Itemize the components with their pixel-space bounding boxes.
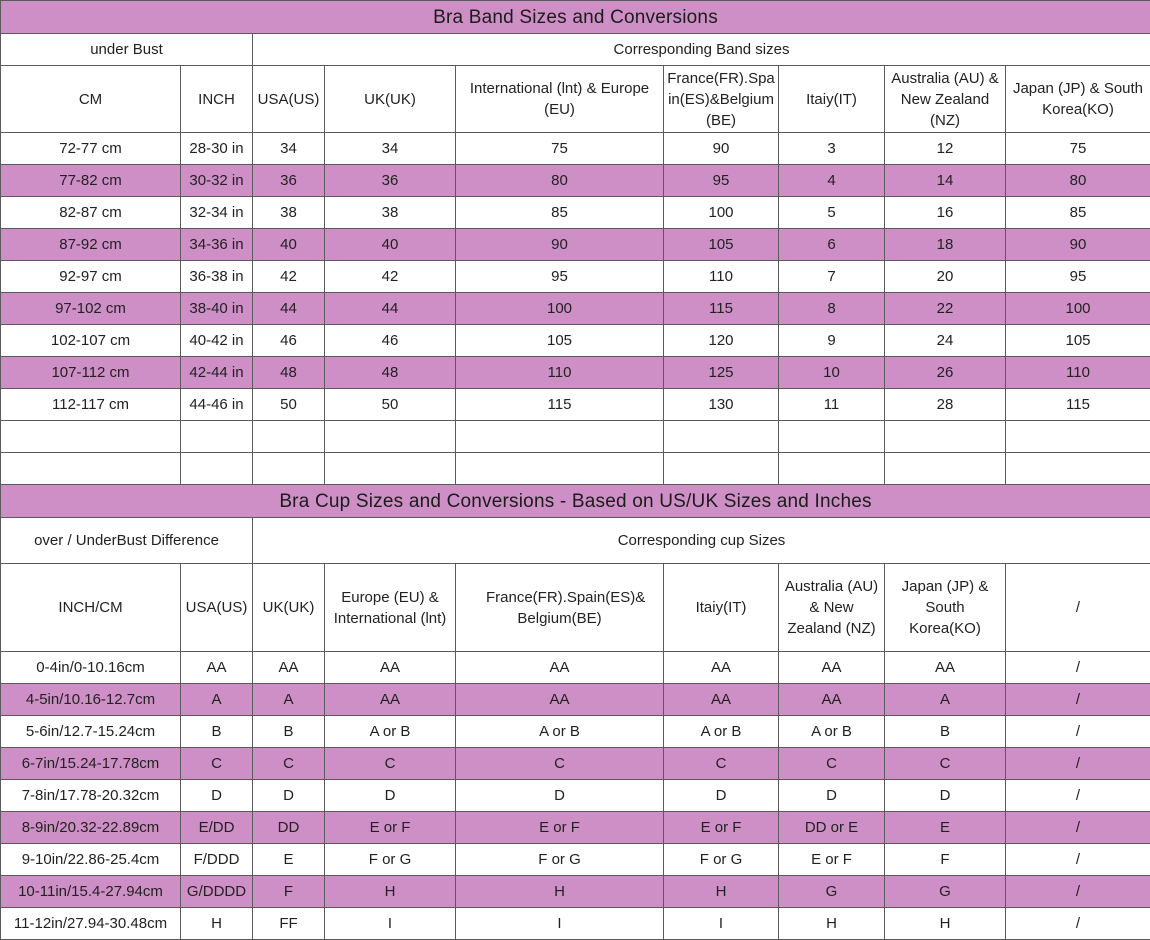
- cup-row-cell: A: [181, 684, 253, 716]
- cup-row-cell: E/DD: [181, 812, 253, 844]
- band-row-cell: 7: [779, 261, 885, 293]
- cup-row-cell: I: [456, 908, 664, 940]
- band-group-under-bust: under Bust: [1, 34, 253, 66]
- band-row-cell: 34-36 in: [181, 229, 253, 261]
- cup-row-cell: A: [253, 684, 325, 716]
- band-row-cell: 85: [1006, 197, 1150, 229]
- band-row: [1, 165, 1150, 197]
- cup-row-cell: D: [885, 780, 1006, 812]
- cup-row-cell: /: [1006, 684, 1150, 716]
- cup-row-cell: A or B: [456, 716, 664, 748]
- cup-row-cell: 4-5in/10.16-12.7cm: [1, 684, 181, 716]
- cup-row-cell: G/DDDD: [181, 876, 253, 908]
- cup-row-cell: AA: [181, 652, 253, 684]
- cup-row-cell: D: [253, 780, 325, 812]
- band-row-cell: 6: [779, 229, 885, 261]
- cup-row-cell: C: [664, 748, 779, 780]
- band-row-cell: 105: [664, 229, 779, 261]
- band-header-cell: Japan (JP) & South Korea(KO): [1006, 66, 1150, 133]
- cup-row-cell: E or F: [325, 812, 456, 844]
- band-row-cell: 102-107 cm: [1, 325, 181, 357]
- cup-row-cell: AA: [779, 684, 885, 716]
- band-row-cell: 110: [1006, 357, 1150, 389]
- cup-header-cell: Australia (AU) & New Zealand (NZ): [779, 564, 885, 652]
- cup-row-cell: A or B: [664, 716, 779, 748]
- band-row-cell: 20: [885, 261, 1006, 293]
- band-row-cell: 105: [456, 325, 664, 357]
- band-row-cell: 95: [1006, 261, 1150, 293]
- cup-row-cell: F or G: [664, 844, 779, 876]
- cup-group-difference: over / UnderBust Difference: [1, 518, 253, 564]
- band-row-cell: 36-38 in: [181, 261, 253, 293]
- cup-row-cell: H: [885, 908, 1006, 940]
- band-row-cell: 105: [1006, 325, 1150, 357]
- band-row-cell: 8: [779, 293, 885, 325]
- cup-row-cell: /: [1006, 844, 1150, 876]
- cup-row-cell: F or G: [325, 844, 456, 876]
- cup-size-table: [0, 484, 1150, 940]
- cup-row-cell: /: [1006, 876, 1150, 908]
- cup-row: [1, 716, 1150, 748]
- band-row-cell: 5: [779, 197, 885, 229]
- band-row-cell: 42-44 in: [181, 357, 253, 389]
- band-header-cell: Itaiy(IT): [779, 66, 885, 133]
- band-row-cell: 38: [253, 197, 325, 229]
- cup-row-cell: A: [885, 684, 1006, 716]
- band-row-cell: 30-32 in: [181, 165, 253, 197]
- cup-row-cell: AA: [325, 652, 456, 684]
- cup-row-cell: I: [664, 908, 779, 940]
- cup-row: [1, 812, 1150, 844]
- cup-row-cell: B: [181, 716, 253, 748]
- band-row-cell: 46: [253, 325, 325, 357]
- band-row-cell: 44: [253, 293, 325, 325]
- band-row-cell: 9: [779, 325, 885, 357]
- band-row-cell: 36: [325, 165, 456, 197]
- band-row-cell: 22: [885, 293, 1006, 325]
- cup-row-cell: D: [664, 780, 779, 812]
- band-row-cell: 38: [325, 197, 456, 229]
- band-row-cell: 3: [779, 133, 885, 165]
- band-row-cell: 40: [325, 229, 456, 261]
- band-row-cell: 100: [1006, 293, 1150, 325]
- band-row: [1, 133, 1150, 165]
- cup-row-cell: A or B: [325, 716, 456, 748]
- cup-header-cell: Europe (EU) & International (lnt): [325, 564, 456, 652]
- band-group-corresponding: Corresponding Band sizes: [253, 34, 1150, 66]
- cup-row-cell: AA: [885, 652, 1006, 684]
- empty-row: [1, 453, 1150, 485]
- band-row: [1, 389, 1150, 421]
- cup-row-cell: 5-6in/12.7-15.24cm: [1, 716, 181, 748]
- cup-row-cell: D: [779, 780, 885, 812]
- band-row: [1, 357, 1150, 389]
- cup-row-cell: AA: [456, 684, 664, 716]
- band-row-cell: 110: [456, 357, 664, 389]
- band-row-cell: 40-42 in: [181, 325, 253, 357]
- band-row-cell: 75: [456, 133, 664, 165]
- band-row: [1, 229, 1150, 261]
- band-row-cell: 38-40 in: [181, 293, 253, 325]
- band-row: [1, 325, 1150, 357]
- band-row-cell: 80: [456, 165, 664, 197]
- cup-header-cell: Japan (JP) & South Korea(KO): [885, 564, 1006, 652]
- band-header-cell: International (lnt) & Europe (EU): [456, 66, 664, 133]
- band-row-cell: 125: [664, 357, 779, 389]
- cup-row-cell: F or G: [456, 844, 664, 876]
- band-row-cell: 77-82 cm: [1, 165, 181, 197]
- cup-row-cell: A or B: [779, 716, 885, 748]
- band-row-cell: 36: [253, 165, 325, 197]
- band-row-cell: 100: [664, 197, 779, 229]
- cup-row-cell: AA: [779, 652, 885, 684]
- cup-row-cell: E or F: [664, 812, 779, 844]
- band-row-cell: 44: [325, 293, 456, 325]
- cup-row-cell: /: [1006, 780, 1150, 812]
- cup-row-cell: 11-12in/27.94-30.48cm: [1, 908, 181, 940]
- cup-row: [1, 844, 1150, 876]
- cup-row-cell: H: [779, 908, 885, 940]
- band-row-cell: 12: [885, 133, 1006, 165]
- cup-row-cell: 9-10in/22.86-25.4cm: [1, 844, 181, 876]
- cup-row-cell: 0-4in/0-10.16cm: [1, 652, 181, 684]
- cup-row-cell: D: [181, 780, 253, 812]
- band-row-cell: 87-92 cm: [1, 229, 181, 261]
- cup-row-cell: C: [325, 748, 456, 780]
- band-row-cell: 95: [456, 261, 664, 293]
- band-row-cell: 10: [779, 357, 885, 389]
- band-row-cell: 97-102 cm: [1, 293, 181, 325]
- cup-row-cell: F: [253, 876, 325, 908]
- cup-row-cell: B: [253, 716, 325, 748]
- band-header-cell: Australia (AU) & New Zealand (NZ): [885, 66, 1006, 133]
- band-table-title: Bra Band Sizes and Conversions: [1, 1, 1150, 34]
- cup-row-cell: 6-7in/15.24-17.78cm: [1, 748, 181, 780]
- cup-row-cell: E: [885, 812, 1006, 844]
- cup-header-cell: Itaiy(IT): [664, 564, 779, 652]
- band-row-cell: 85: [456, 197, 664, 229]
- cup-row-cell: 8-9in/20.32-22.89cm: [1, 812, 181, 844]
- cup-row-cell: FF: [253, 908, 325, 940]
- cup-header-cell: UK(UK): [253, 564, 325, 652]
- band-row-cell: 48: [253, 357, 325, 389]
- cup-row-cell: /: [1006, 716, 1150, 748]
- cup-row-cell: AA: [664, 684, 779, 716]
- band-row-cell: 50: [253, 389, 325, 421]
- band-row-cell: 90: [1006, 229, 1150, 261]
- band-row-cell: 50: [325, 389, 456, 421]
- band-header-cell: UK(UK): [325, 66, 456, 133]
- band-row-cell: 90: [456, 229, 664, 261]
- cup-row-cell: I: [325, 908, 456, 940]
- band-row-cell: 95: [664, 165, 779, 197]
- cup-header-cell: INCH/CM: [1, 564, 181, 652]
- band-row-cell: 115: [664, 293, 779, 325]
- cup-row: [1, 748, 1150, 780]
- band-row-cell: 24: [885, 325, 1006, 357]
- band-row-cell: 80: [1006, 165, 1150, 197]
- cup-row-cell: D: [325, 780, 456, 812]
- band-row-cell: 110: [664, 261, 779, 293]
- cup-row-cell: D: [456, 780, 664, 812]
- band-header-cell: INCH: [181, 66, 253, 133]
- cup-row-cell: /: [1006, 652, 1150, 684]
- band-row: [1, 261, 1150, 293]
- cup-row-cell: B: [885, 716, 1006, 748]
- band-header-cell: CM: [1, 66, 181, 133]
- cup-row-cell: G: [885, 876, 1006, 908]
- band-row: [1, 197, 1150, 229]
- band-row-cell: 72-77 cm: [1, 133, 181, 165]
- cup-row: [1, 652, 1150, 684]
- band-row-cell: 44-46 in: [181, 389, 253, 421]
- band-row-cell: 28-30 in: [181, 133, 253, 165]
- cup-row-cell: /: [1006, 812, 1150, 844]
- cup-row-cell: C: [456, 748, 664, 780]
- band-row-cell: 107-112 cm: [1, 357, 181, 389]
- cup-row-cell: C: [253, 748, 325, 780]
- band-row-cell: 32-34 in: [181, 197, 253, 229]
- band-row-cell: 82-87 cm: [1, 197, 181, 229]
- band-row-cell: 48: [325, 357, 456, 389]
- cup-row-cell: H: [181, 908, 253, 940]
- band-header-cell: France(FR).Spain(ES)&Belgium(BE): [664, 66, 779, 133]
- band-row-cell: 130: [664, 389, 779, 421]
- band-header-cell: USA(US): [253, 66, 325, 133]
- cup-group-corresponding: Corresponding cup Sizes: [253, 518, 1150, 564]
- cup-row-cell: C: [779, 748, 885, 780]
- band-row-cell: 26: [885, 357, 1006, 389]
- band-row-cell: 42: [253, 261, 325, 293]
- cup-row-cell: AA: [253, 652, 325, 684]
- cup-table-title: Bra Cup Sizes and Conversions - Based on US/UK Sizes and Inches: [1, 485, 1150, 518]
- band-row-cell: 75: [1006, 133, 1150, 165]
- band-row-cell: 28: [885, 389, 1006, 421]
- band-row-cell: 18: [885, 229, 1006, 261]
- cup-row: [1, 876, 1150, 908]
- cup-row-cell: F: [885, 844, 1006, 876]
- cup-row-cell: F/DDD: [181, 844, 253, 876]
- cup-row-cell: 10-11in/15.4-27.94cm: [1, 876, 181, 908]
- band-row: [1, 293, 1150, 325]
- cup-row-cell: H: [456, 876, 664, 908]
- cup-row-cell: E or F: [456, 812, 664, 844]
- band-row-cell: 90: [664, 133, 779, 165]
- cup-row-cell: AA: [456, 652, 664, 684]
- cup-header-cell: /: [1006, 564, 1150, 652]
- band-row-cell: 115: [1006, 389, 1150, 421]
- cup-row-cell: DD: [253, 812, 325, 844]
- cup-row-cell: C: [181, 748, 253, 780]
- band-row-cell: 40: [253, 229, 325, 261]
- band-row-cell: 115: [456, 389, 664, 421]
- cup-header-cell: USA(US): [181, 564, 253, 652]
- cup-row-cell: C: [885, 748, 1006, 780]
- band-row-cell: 16: [885, 197, 1006, 229]
- band-row-cell: 120: [664, 325, 779, 357]
- band-row-cell: 42: [325, 261, 456, 293]
- cup-row-cell: E: [253, 844, 325, 876]
- cup-row: [1, 684, 1150, 716]
- cup-header-cell: France(FR).Spain(ES)& Belgium(BE): [456, 564, 664, 652]
- band-row-cell: 100: [456, 293, 664, 325]
- cup-row-cell: G: [779, 876, 885, 908]
- cup-row-cell: /: [1006, 748, 1150, 780]
- band-row-cell: 46: [325, 325, 456, 357]
- cup-row: [1, 908, 1150, 940]
- band-row-cell: 14: [885, 165, 1006, 197]
- band-row-cell: 4: [779, 165, 885, 197]
- cup-row-cell: H: [325, 876, 456, 908]
- band-row-cell: 92-97 cm: [1, 261, 181, 293]
- cup-row-cell: /: [1006, 908, 1150, 940]
- cup-row-cell: E or F: [779, 844, 885, 876]
- band-row-cell: 34: [253, 133, 325, 165]
- band-row-cell: 112-117 cm: [1, 389, 181, 421]
- band-row-cell: 11: [779, 389, 885, 421]
- cup-row-cell: AA: [664, 652, 779, 684]
- cup-row-cell: H: [664, 876, 779, 908]
- empty-row: [1, 421, 1150, 453]
- cup-row-cell: AA: [325, 684, 456, 716]
- band-row-cell: 34: [325, 133, 456, 165]
- cup-row: [1, 780, 1150, 812]
- cup-row-cell: DD or E: [779, 812, 885, 844]
- cup-row-cell: 7-8in/17.78-20.32cm: [1, 780, 181, 812]
